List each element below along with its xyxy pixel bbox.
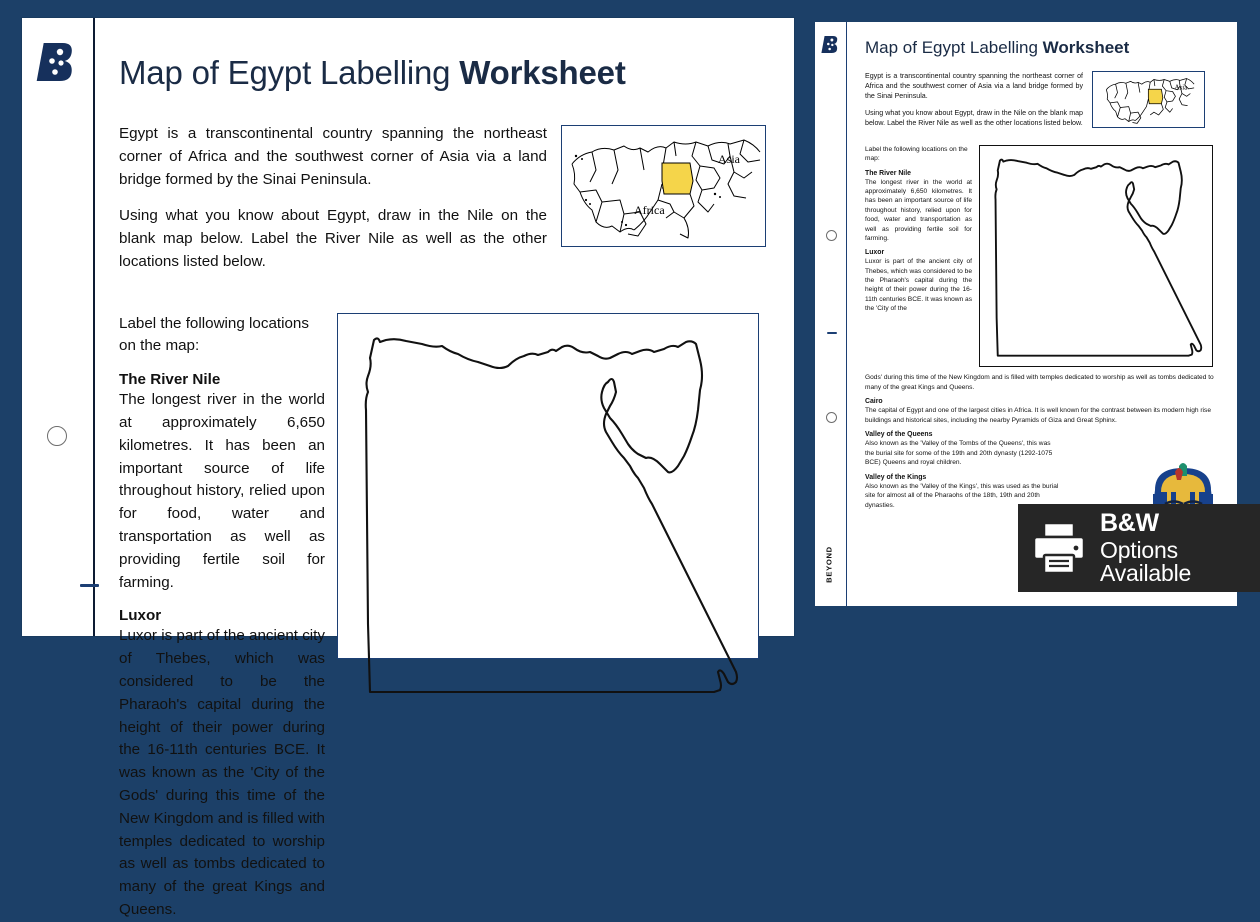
printer-icon xyxy=(1032,521,1090,575)
bw-options-badge[interactable] xyxy=(1018,504,1260,592)
worksheet-page-main[interactable] xyxy=(22,18,794,918)
page-title xyxy=(119,54,770,92)
page-title-bold: Worksheet xyxy=(459,54,626,91)
binder-ring-hole xyxy=(826,230,837,241)
thumbnail-page-title xyxy=(865,38,1223,58)
section-body-luxor: Luxor is part of the ancient city of Thebes, which was considered to be the Pharaoh's capital during the height of their power during the 16-11th centuries BCE. It was known as the 'City of the Gods' during this time of the New Kingdom and is filled with temples dedicated to worship as well as tombs dedicated to many of the great Kings and Queens. xyxy=(119,627,325,918)
thumbnail-intro-text-block xyxy=(865,71,1083,134)
beyond-logo-icon-thumbnail xyxy=(822,34,840,55)
thumbnail-body-luxor-continued: Gods' during this time of the New Kingdom and is filled with temples dedicated to worship as well as tombs dedicated to many of the great Kings and Queens. xyxy=(865,374,1214,391)
thumbnail-margin-rail xyxy=(815,22,847,606)
egypt-highlight-shape xyxy=(662,163,693,194)
thumbnail-body-valley-of-the-kings: Also known as the 'Valley of the Kings', this was used as the burial site for almost all of the Pharaohs of the 18th, 19th and 20th dynasties. xyxy=(865,482,1059,509)
intro-text-block xyxy=(119,122,547,287)
thumbnail-title-plain: Map of Egypt Labelling xyxy=(865,38,1043,57)
inset-label-africa: Africa xyxy=(634,203,665,217)
instruction-text: Label the following locations on the map: xyxy=(119,314,309,355)
binder-rail-dash xyxy=(827,332,837,334)
thumbnail-egypt-highlight-shape xyxy=(1148,89,1162,103)
thumbnail-inset-label-asia: Asia xyxy=(1174,83,1188,92)
thumbnail-intro-row xyxy=(865,71,1223,134)
thumbnail-intro-paragraph-1: Egypt is a transcontinental country spanning the northeast corner of Africa and the southwest corner of Asia via a land bridge formed by the Sinai Peninsula. xyxy=(865,72,1083,101)
thumbnail-heading-cairo: Cairo xyxy=(865,398,883,406)
section-heading-river-nile: The River Nile xyxy=(119,371,221,389)
thumbnail-egypt-outline-map-box[interactable] xyxy=(979,145,1213,367)
thumbnail-heading-valley-of-the-queens: Valley of the Queens xyxy=(865,431,933,439)
intro-paragraph-1: Egypt is a transcontinental country spanning the northeast corner of Africa and the southwest corner of Asia via a land bridge formed by the Sinai Peninsula. xyxy=(119,125,547,189)
page-margin-rail xyxy=(22,18,95,636)
locations-column xyxy=(119,313,325,922)
world-location-inset-map xyxy=(561,125,766,247)
beyond-logo-icon xyxy=(38,40,78,84)
intro-row xyxy=(119,122,770,287)
lower-row xyxy=(119,313,770,922)
bw-badge-line-1: B&W xyxy=(1100,509,1159,537)
bw-badge-text xyxy=(1100,511,1260,585)
binder-ring-hole xyxy=(47,426,67,446)
worksheet-content xyxy=(97,18,794,918)
thumbnail-heading-river-nile: The River Nile xyxy=(865,169,911,177)
thumbnail-egypt-outline-svg xyxy=(980,146,1214,368)
egypt-outline-svg xyxy=(338,314,760,714)
thumbnail-locations-column xyxy=(865,145,972,367)
thumbnail-body-valley-of-the-queens: Also known as the 'Valley of the Tombs of the Queens', this was the burial site for some of the 19th and 20th dynasty (1292-1075 BCE) Queens and royal children. xyxy=(865,440,1053,467)
inset-label-asia: Asia xyxy=(718,152,740,166)
thumbnail-title-bold: Worksheet xyxy=(1042,38,1130,57)
thumbnail-heading-valley-of-the-kings: Valley of the Kings xyxy=(865,473,927,481)
thumbnail-body-luxor: Luxor is part of the ancient city of Thebes, which was considered to be the Pharaoh's capital during the height of their power during the 16-11th centuries BCE. It was known as the 'City of the xyxy=(865,258,972,313)
thumbnail-body-river-nile: The longest river in the world at approximately 6,650 kilometres. It has been an important source of life throughout history, relied upon for food, water and transportation as well as providing fertile soil for farming. xyxy=(865,178,972,242)
binder-ring-hole xyxy=(826,412,837,423)
page-title-plain: Map of Egypt Labelling xyxy=(119,54,460,91)
thumbnail-body-cairo: The capital of Egypt and one of the largest cities in Africa. It is well known for the contrast between its modern high rise buildings and historical sites, including the nearby Pyramids of Giza and Great Sphinx. xyxy=(865,407,1211,424)
brand-vertical-label: BEYOND xyxy=(824,546,834,583)
thumbnail-lower-row xyxy=(865,145,1223,367)
egypt-outline-map-answer-box[interactable] xyxy=(337,313,759,659)
section-body-river-nile: The longest river in the world at approximately 6,650 kilometres. It has been an important source of life throughout history, relied upon for food, water and transportation as well as providing fertile soil for farming. xyxy=(119,391,325,591)
thumbnail-world-inset-map xyxy=(1092,71,1205,128)
bw-badge-line-2: Options Available xyxy=(1100,537,1192,586)
thumbnail-instruction-text: Label the following locations on the map: xyxy=(865,146,968,163)
thumbnail-intro-paragraph-2: Using what you know about Egypt, draw in the Nile on the blank map below. Label the River Nile as well as the other locations listed below. xyxy=(865,108,1083,127)
thumbnail-heading-luxor: Luxor xyxy=(865,249,885,257)
section-heading-luxor: Luxor xyxy=(119,607,162,625)
intro-paragraph-2: Using what you know about Egypt, draw in the Nile on the blank map below. Label the River Nile as well as the other locations listed below. xyxy=(119,207,547,271)
world-map-svg xyxy=(562,126,767,248)
thumbnail-world-map-svg xyxy=(1093,72,1206,129)
